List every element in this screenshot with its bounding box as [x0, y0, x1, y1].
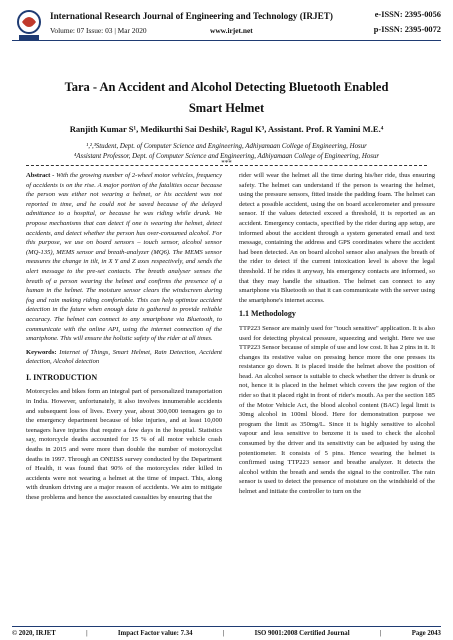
affiliation-professor: ⁴Assistant Professor, Dept. of Computer Science and Engineering, Adhiyamaan College of Engineering, Hosur — [73, 153, 380, 160]
keywords-label: Keywords: — [26, 348, 57, 356]
footer-impact-factor: Impact Factor value: 7.34 — [117, 630, 193, 637]
keywords — [26, 348, 222, 367]
authors: Ranjith Kumar S¹, Medikurthi Sai Deshik², Ragul K³, Assistant. Prof. R Yamini M.E.⁴ — [69, 124, 384, 134]
journal-name: International Research Journal of Engineering and Technology (IRJET) — [50, 11, 333, 21]
irjet-logo-icon — [14, 8, 44, 48]
introduction-text: Motorcycles and bikes form an integral part of personalized transportation in India. However, unfortunately, it also involves innumerable accidents and subsequent loss of lives. Every year, about 300,000 teenagers go to the emergency department because of bike injuries, and at least 10,000 teenagers have injuries that require a few days in the hospital. Statistics say, motorcycle deaths accounted for 15 % of all motor vehicle crash deaths in 2015 and were more than double the number of motorcyclist deaths in 1997. Through an ONEISS survey conducted by the Department of Health, it was found that 90% of the motorcycles rider killed in accidents were not wearing a helmet at the time of impact. This, along with drunken driving are a major reason of accidents. We aim to mitigate these problems and hence the associated casualties by ensuring that the — [26, 388, 222, 501]
left-column — [26, 171, 222, 507]
methodology-heading: 1.1 Methodology — [239, 309, 296, 319]
footer-copyright: © 2020, IRJET — [12, 630, 56, 637]
methodology-text: TTP223 Sensor are mainly used for "touch sensitive" application. It is also used for detecting physical pressure, squeezing and weight. Here we use TTP223 Sensor because of simple of use and low cost. It has 2 pins in it. It changes its resistive value on pressing hence more the one presses its resistance go down. It is placed inside the helmet above the position of head. An alcohol sensor is suitable to check whether the driver is drunk or not, hence it is placed in the helmet which covers the jaw region of the rider so that it placed right in front of rider's mouth. As per the section 185 of the Motor Vehicle Act, the blood alcohol content (BAC) legal limit is 30mg alcohol in 100ml blood. Here for demonstration purpose we program the limit as 350mg/L. Since it is highly sensitive to alcohol vapour and less sensitive to benzene it is used to check the alcohol consumed by the driver and its sensitivity can be adjusted by using the potentiometer. It consists of 5 pins. Hence wearing the helmet is confirmed using TTP223 sensor and breathe analyzer. It detects the alcohol within the breath and sends the signal to the controller. The rain sensor is used to detect the presence of moisture on the windshield of the helmet and initiate the controller to turn on the — [239, 324, 436, 495]
footer-iso: ISO 9001:2008 Certified Journal — [254, 630, 350, 637]
introduction-heading: I. INTRODUCTION — [26, 372, 98, 382]
paper-title-line1: Tara - An Accident and Alcohol Detecting Bluetooth Enabled — [64, 80, 389, 94]
abstract-label: Abstract - — [26, 172, 55, 179]
eissn: e-ISSN: 2395-0056 — [374, 10, 441, 19]
introduction-continued: rider will wear the helmet all the time during his/her ride, thus ensuring safety. The helmet can understand if the person is wearing the helmet, using the pressure sensors, fitted inside the padding foam. The helmet can detect a possible accident, using the on board accelerometer and pressure sensor. If the values detected exceed a threshold, it is reported as an accident. Emergency contacts, specified by the rider during app setup, are informed about the accident through a system generated email and text message, containing the address and GPS coordinates where the accident had been detected. An on board alcohol sensor also analyses the breath of the rider to detect if the current intoxication level is above the legal threshold. If he rides it anyway, his emergency contacts are informed, so that they may handle the situation. The helmet can connect to any smartphone via Bluetooth so that it can communicate with the server using the smartphone's internet access. — [239, 172, 435, 304]
footer-rule — [12, 626, 441, 627]
affiliation-students: ¹,²,³Student, Dept. of Computer Science and Engineering, Adhiyamaan College of Engineering, Hosur — [86, 143, 367, 150]
volume-issue: Volume: 07 Issue: 03 | Mar 2020 — [50, 26, 147, 35]
footer-divider: | — [86, 630, 88, 637]
pissn: p-ISSN: 2395-0072 — [373, 25, 441, 34]
footer-divider: | — [222, 630, 225, 637]
right-column — [239, 171, 435, 501]
separator-stars: *** — [221, 159, 232, 167]
footer-page-number: Page 2043 — [411, 630, 441, 637]
paper-title-line2: Smart Helmet — [188, 101, 265, 115]
journal-website[interactable]: www.irjet.net — [210, 26, 253, 35]
footer-divider: | — [379, 630, 382, 637]
keywords-text: Internet of Things, Smart Helmet, Rain Detection, Accident detection, Alcohol detection — [26, 348, 222, 366]
header-rule — [12, 40, 441, 41]
abstract — [26, 171, 222, 344]
footer — [12, 630, 441, 637]
abstract-text: With the growing number of 2-wheel motor vehicles, frequency of accidents is on the rise. A major portion of the fatalities occur because the person was either not wearing a helmet, or his accident was not reported in time, and he could not be saved because of the delayed admittance to a hospital, or because he was riding while drunk. We propose mechanisms that can detect if one is wearing the helmet, detect accidents, and detect whether the person has over-consumed alcohol. For this purpose, we use on board sensors – touch sensor, alcohol sensor (MQ-135), MEMS sensor and breath-analyzer (MQ6). The MEMS sensor measures the change in tilt, in X Y and Z axes respectively, and sends the alert message to the pre-set contacts. The breath analyser senses the breath of a person wearing the helmet and confirms the presence of a human in the helmet. The moisture sensor clears the windscreen during fog and rain making riding comfortable. This can help optimize accident detection in the future when enough data is gathered to provide reliable accuracy. The helmet can connect to any smartphone via Bluetooth, to communicate with the online API, using the internet connection of the smartphone. This will ensure the holistic safety of the rider at all times. — [26, 172, 222, 343]
